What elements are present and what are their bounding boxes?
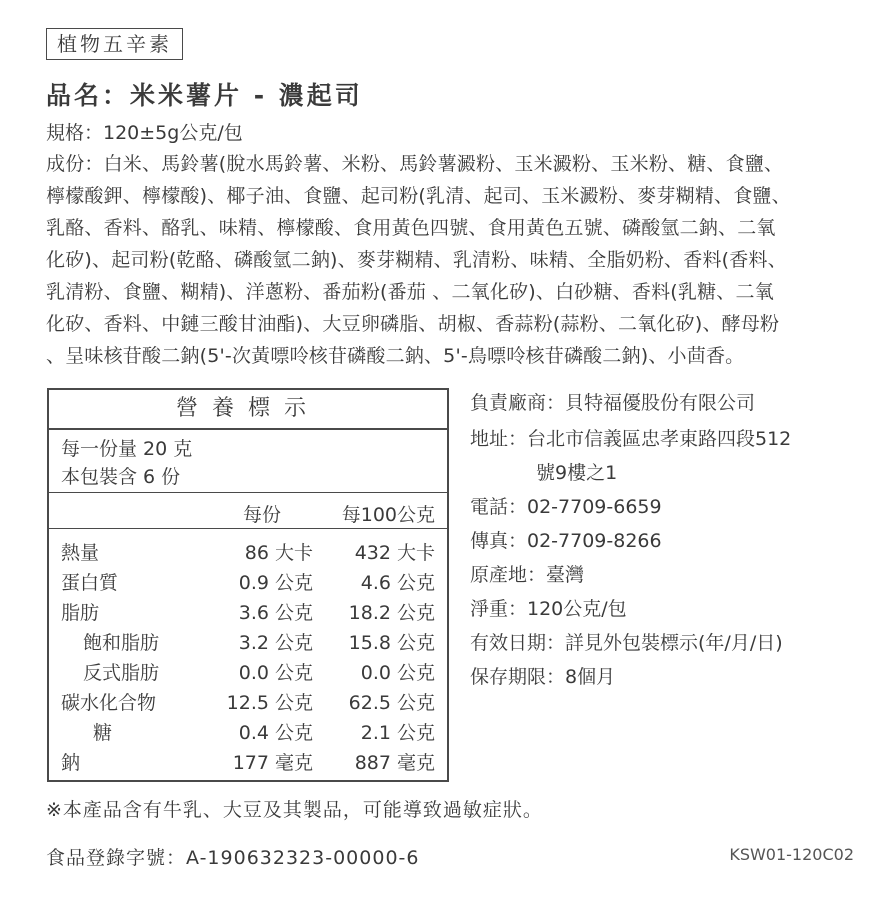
col-per-serving: 每份 [243,504,282,526]
nutrient-label: 碳水化合物 [61,692,157,714]
nutrient-label: 脂肪 [61,602,100,624]
fax: 傳真：02-7709-8266 [470,530,662,552]
nutrition-row [61,688,437,718]
nutrition-row [61,628,437,658]
ingredients-line: 化矽)、起司粉(乾酪、磷酸氫二鈉)、麥芽糊精、乳清粉、味精、全脂奶粉、香料(香料、 [46,249,787,271]
nutrient-label: 反式脂肪 [83,662,160,684]
value-per-serving: 0.9 公克 [238,572,313,594]
value-per-serving: 177 毫克 [232,752,313,774]
phone: 電話：02-7709-6659 [470,496,662,518]
value-per-100g: 887 毫克 [354,752,435,774]
ingredients-line: 化矽、香料、中鏈三酸甘油酯)、大豆卵磷脂、胡椒、香蒜粉(蒜粉、二氧化矽)、酵母粉 [46,313,780,335]
ingredients-line: 檸檬酸鉀、檸檬酸)、椰子油、食鹽、起司粉(乳清、起司、玉米澱粉、麥芽糊精、食鹽、 [46,185,791,207]
nutrient-label: 熱量 [61,542,100,564]
value-per-100g: 432 大卡 [354,542,435,564]
nutrition-row [61,568,437,598]
nutrition-row [61,718,437,748]
value-per-serving: 3.2 公克 [238,632,313,654]
divider [49,528,447,529]
shelf-life: 保存期限：8個月 [470,666,616,688]
category-tag: 植物五辛素 [46,28,183,60]
net-weight: 淨重：120公克/包 [470,598,627,620]
ingredients-line: 乳清粉、食鹽、糊精)、洋蔥粉、番茄粉(番茄 、二氧化矽)、白砂糖、香料(乳糖、二氧 [46,281,774,303]
origin: 原產地：臺灣 [470,564,585,586]
value-per-100g: 62.5 公克 [348,692,435,714]
address-line-1: 地址：台北市信義區忠孝東路四段512 [470,428,792,450]
value-per-100g: 4.6 公克 [360,572,435,594]
value-per-serving: 0.0 公克 [238,662,313,684]
value-per-serving: 0.4 公克 [238,722,313,744]
nutrition-row [61,748,437,778]
value-per-serving: 86 大卡 [244,542,313,564]
ingredients-line: 、呈味核苷酸二鈉(5'-次黃嘌呤核苷磷酸二鈉、5'-鳥嘌呤核苷磷酸二鈉)、小茴香。 [46,345,745,367]
value-per-serving: 3.6 公克 [238,602,313,624]
value-per-100g: 18.2 公克 [348,602,435,624]
ingredients-line: 乳酪、香料、酪乳、味精、檸檬酸、食用黃色四號、食用黃色五號、磷酸氫二鈉、二氧 [46,217,776,239]
nutrition-row [61,658,437,688]
manufacturer: 負責廠商：貝特福優股份有限公司 [470,392,756,414]
value-per-serving: 12.5 公克 [226,692,313,714]
col-per-100g: 每100公克 [341,504,435,526]
value-per-100g: 2.1 公克 [360,722,435,744]
serving-size: 每一份量 20 克 [61,438,193,460]
ingredients [46,148,870,372]
product-spec: 規格：120±5g公克/包 [46,122,243,144]
nutrient-label: 鈉 [61,752,81,774]
nutrient-label: 蛋白質 [61,572,119,594]
address-line-2: 號9樓之1 [536,462,618,484]
expiry-date: 有效日期：詳見外包裝標示(年/月/日) [470,632,783,654]
nutrient-label: 飽和脂肪 [83,632,160,654]
divider [49,428,447,430]
value-per-100g: 15.8 公克 [348,632,435,654]
product-code: KSW01-120C02 [729,845,854,864]
nutrition-row [61,598,437,628]
registration-number: 食品登錄字號：A-190632323-00000-6 [46,847,420,869]
value-per-100g: 0.0 公克 [360,662,435,684]
nutrition-title: 營養標示 [175,396,320,421]
allergy-notice: ※本產品含有牛乳、大豆及其製品，可能導致過敏症狀。 [46,799,543,821]
ingredients-line: 成份：白米、馬鈴薯(脫水馬鈴薯、米粉、馬鈴薯澱粉、玉米澱粉、玉米粉、糖、食鹽、 [46,153,784,175]
servings-per-package: 本包裝含 6 份 [61,466,181,488]
product-name: 品名：米米薯片 - 濃起司 [46,81,363,110]
divider [49,492,447,493]
nutrition-table [47,388,449,782]
nutrient-label: 糖 [93,722,113,744]
nutrition-row [61,538,437,568]
